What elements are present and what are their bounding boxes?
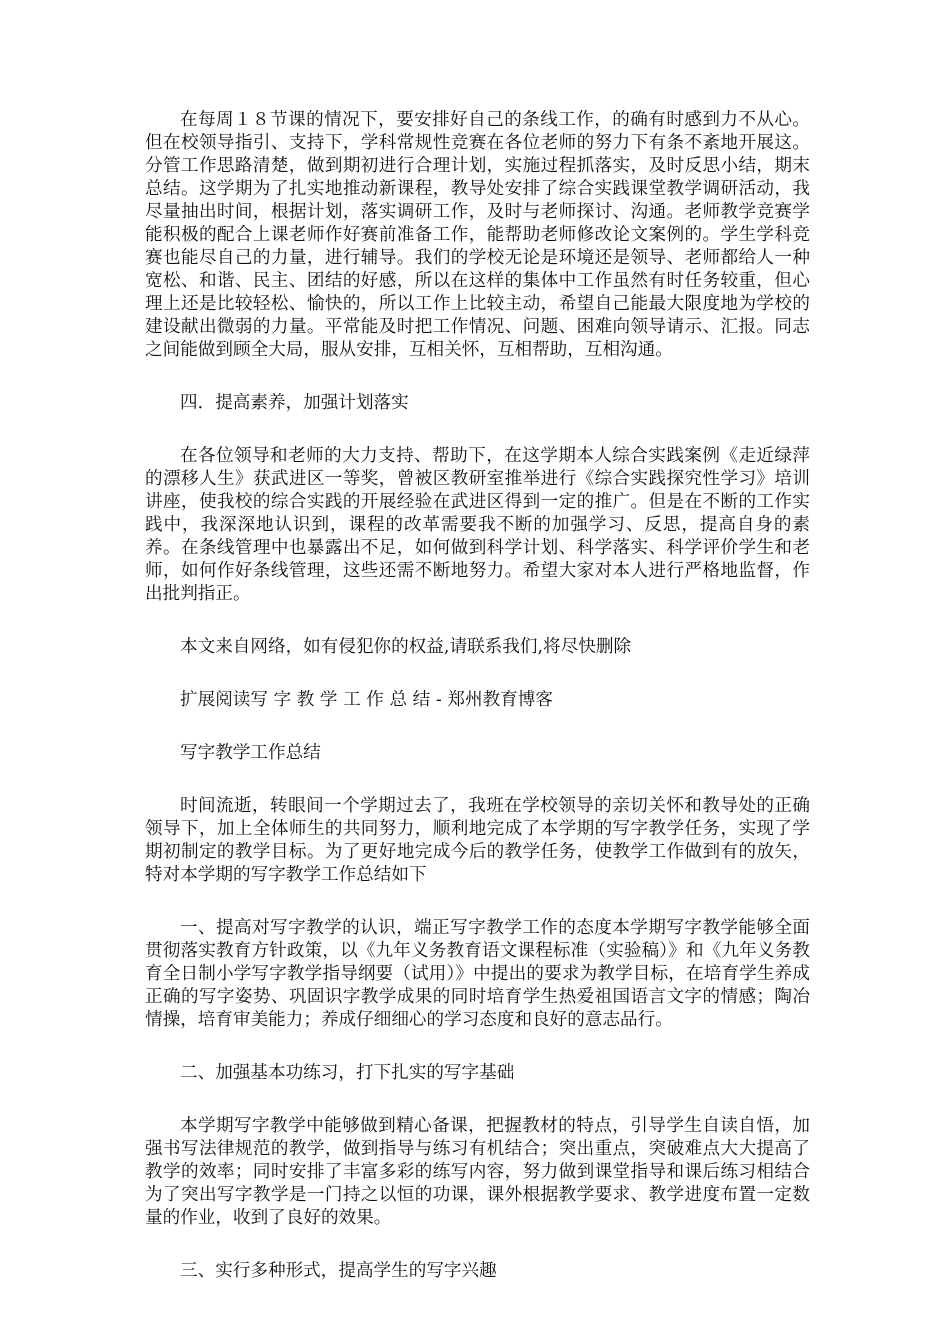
paragraph-section-one: 一、提高对写字教学的认识，端正写字教学工作的态度本学期写字教学能够全面贯彻落实教育方针政策，以《九年义务教育语文课程标准（实验稿）》和《九年义务教育全日制小学写字教学指导纲要（试用）》中提出的要求为教学目标，在培育学生养成正确的写字姿势、巩固识字教学成果的同时培育学生热爱祖国语言文字的情感；陶冶情操，培育审美能力；养成仔细细心的学习态度和良好的意志品行。 — [145, 918, 810, 1030]
document-subtitle: 写字教学工作总结 — [180, 743, 321, 763]
section-heading-three: 三、实行多种形式，提高学生的写字兴趣 — [180, 1261, 497, 1281]
paragraph-intro: 时间流逝，转眼间一个学期过去了，我班在学校领导的亲切关怀和教导处的正确领导下，加上全体师生的共同努力，顺利地完成了本学期的写字教学任务，实现了学期初制定的教学目标。为了更好地完成今后的教学任务，使教学工作做到有的放矢，特对本学期的写字教学工作总结如下 — [145, 796, 810, 885]
section-heading-two: 二、加强基本功练习，打下扎实的写字基础 — [180, 1063, 515, 1083]
section-heading-four: 四．提高素养，加强计划落实 — [180, 393, 409, 413]
paragraph-work-reflection: 在每周１８节课的情况下，要安排好自己的条线工作，的确有时感到力不从心。但在校领导指引、支持下，学科常规性竞赛在各位老师的努力下有条不紊地开展这。分管工作思路清楚，做到期初进行合理计划，实施过程抓落实，及时反思小结，期末总结。这学期为了扎实地推动新课程，教导处安排了综合实践课堂教学调研活动，我尽量抽出时间，根据计划，落实调研工作，及时与老师探讨、沟通。老师教学竞赛学能积极的配合上课老师作好赛前准备工作，能帮助老师修改论文案例的。学生学科竞赛也能尽自己的力量，进行辅导。我们的学校无论是环境还是领导、老师都给人一种宽松、和谐、民主、团结的好感，所以在这样的集体中工作虽然有时任务较重，但心理上还是比较轻松、愉快的，所以工作上比较主动，希望自己能最大限度地为学校的建设献出微弱的力量。平常能及时把工作情况、问题、困难向领导请示、汇报。同志之间能做到顾全大局，服从安排，互相关怀，互相帮助，互相沟通。 — [145, 110, 810, 360]
copyright-notice: 本文来自网络，如有侵犯你的权益,请联系我们,将尽快删除 — [180, 637, 632, 657]
paragraph-section-two: 本学期写字教学中能够做到精心备课，把握教材的特点，引导学生自读自悟，加强书写法律规范的教学，做到指导与练习有机结合；突出重点，突破难点大大提高了教学的效率；同时安排了丰富多彩的练写内容，努力做到课堂指导和课后练习相结合为了突出写字教学是一门持之以恒的功课，课外根据教学要求、教学进度布置一定数量的作业，收到了良好的效果。 — [145, 1116, 810, 1228]
paragraph-improve-quality: 在各位领导和老师的大力支持、帮助下，在这学期本人综合实践案例《走近绿萍的漂移人生》获武进区一等奖，曾被区教研室推举进行《综合实践探究性学习》培训讲座，使我校的综合实践的开展经验在武进区得到一定的推广。但是在不断的工作实践中，我深深地认识到，课程的改革需要我不断的加强学习、反思，提高自身的素养。在条线管理中也暴露出不足，如何做到科学计划、科学落实、科学评价学生和老师，如何作好条线管理，这些还需不断地努力。希望大家对本人进行严格地监督，作出批判指正。 — [145, 446, 810, 604]
extended-reading-title: 扩展阅读写 字 教 学 工 作 总 结 - 郑州教育博客 — [180, 690, 553, 710]
document-page — [145, 109, 810, 1313]
